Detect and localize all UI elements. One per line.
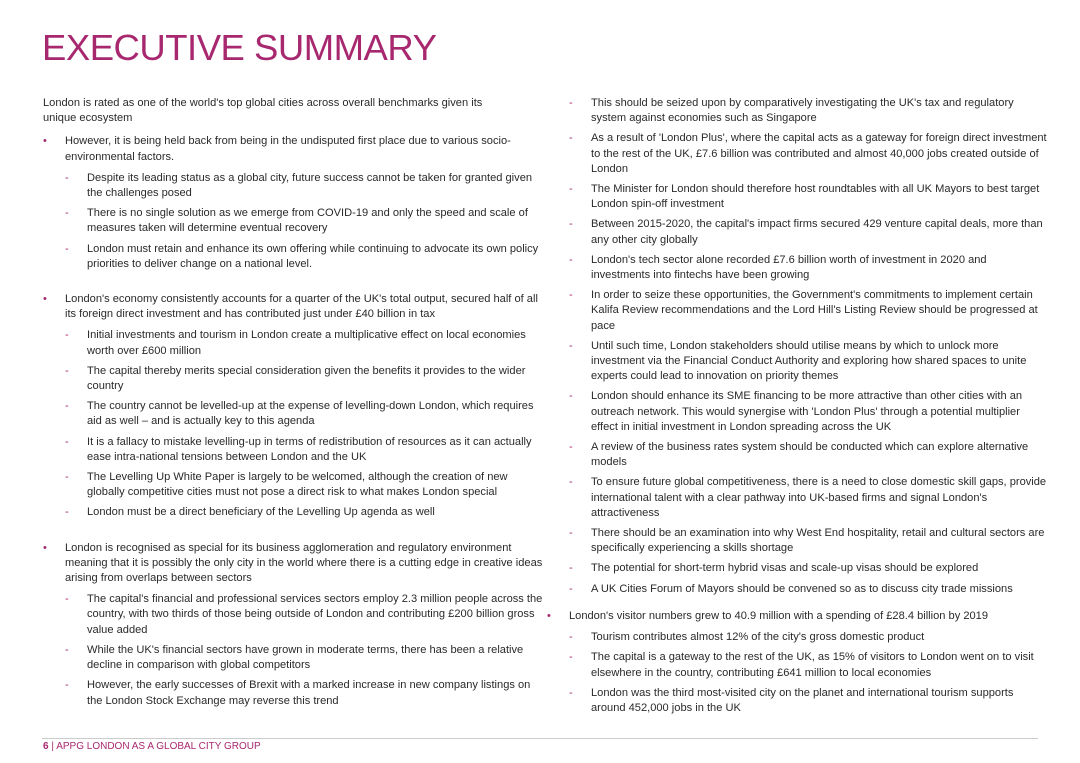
bullet-marker: • [43,293,47,306]
sub-bullet-item [65,505,543,520]
footer-label: APPG LONDON AS A GLOBAL CITY GROUP [56,741,261,752]
sub-bullet-list [65,328,543,520]
bullet-text: London is recognised as special for its business agglomeration and regulatory environment meaning that it is possibly the only city in the world where there is a cutting edge in creative ideas arising from overlaps between sectors [65,541,543,585]
bullet-item [43,134,543,272]
left-column [43,96,543,729]
sub-bullet-item [547,440,1047,470]
sub-bullet-text: However, the early successes of Brexit with a marked increase in new company listings on the London Stock Exchange may reverse this trend [87,679,531,707]
sub-bullet-item [547,582,1047,597]
dash-marker: - [65,329,69,342]
sub-bullet-item [65,242,543,272]
sub-bullet-text: This should be seized upon by comparatively investigating the UK's tax and regulatory system against economies such as Singapore [591,97,1014,125]
sub-bullet-text: A review of the business rates system should be conducted which can explore alternative models [591,441,1029,469]
sub-bullet-text: London was the third most-visited city on the planet and international tourism supports around 452,000 jobs in the UK [591,686,1014,714]
sub-bullet-item [65,643,543,673]
dash-marker: - [569,651,573,664]
dash-marker: - [569,562,573,575]
dash-marker: - [569,97,573,109]
sub-bullet-item [65,364,543,394]
sub-bullet-item [547,339,1047,385]
sub-bullet-item [547,96,1047,126]
sub-bullet-text: London must be a direct beneficiary of the Levelling Up agenda as well [87,506,435,519]
sub-bullet-item [547,182,1047,212]
bullet-text: However, it is being held back from being in the undisputed first place due to various socio-environmental factors. [65,135,511,163]
dash-marker: - [65,364,69,377]
page-number: 6 [43,741,49,752]
sub-bullet-text: The capital is a gateway to the rest of the UK, as 15% of visitors to London went on to visit elsewhere in the country, contributing £641 million to local economies [591,651,1034,679]
sub-bullet-item [547,526,1047,556]
bullet-marker: • [547,609,551,622]
sub-bullet-text: There should be an examination into why West End hospitality, retail and cultural sectors are specifically experiencing a skills shortage [591,527,1045,555]
intro-paragraph: London is rated as one of the world's top global cities across overall benchmarks given its unique ecosystem [43,97,483,125]
sub-bullet-text: The capital thereby merits special consideration given the benefits it provides to the wider country [87,364,526,393]
sub-bullet-item [65,171,543,201]
right-continued-sub-list [547,96,1047,597]
dash-marker: - [569,476,573,489]
dash-marker: - [569,218,573,231]
sub-bullet-item [569,686,1047,716]
dash-marker: - [569,183,573,196]
sub-bullet-text: Tourism contributes almost 12% of the city's gross domestic product [591,631,925,644]
dash-marker: - [65,679,69,692]
sub-bullet-text: The Levelling Up White Paper is largely to be welcomed, although the creation of new globally competitive cities must not pose a direct risk to what makes London special [87,471,508,499]
sub-bullet-item [65,470,543,500]
dash-marker: - [569,289,573,302]
footer-separator: | [51,741,54,752]
right-column [547,96,1047,736]
dash-marker: - [569,527,573,540]
sub-bullet-text: Between 2015-2020, the capital's impact firms secured 429 venture capital deals, more than any other city globally [591,218,1043,246]
dash-marker: - [65,171,69,184]
sub-bullet-item [569,650,1047,680]
dash-marker: - [65,643,69,656]
sub-bullet-list [569,630,1047,716]
left-bullet-list [43,134,543,708]
bullet-marker: • [43,135,47,148]
dash-marker: - [65,435,69,448]
sub-bullet-text: Despite its leading status as a global city, future success cannot be taken for granted given the challenges posed [87,171,533,200]
page-footer [43,741,261,752]
sub-bullet-item [547,475,1047,521]
sub-bullet-item [547,131,1047,177]
sub-bullet-item [65,678,543,708]
sub-bullet-item [547,253,1047,283]
sub-bullet-list [65,171,543,272]
dash-marker: - [569,339,573,352]
sub-bullet-text: As a result of 'London Plus', where the capital acts as a gateway for foreign direct investment to the rest of the UK, £7.6 billion was contributed and almost 40,000 jobs created outside of London [591,132,1047,175]
sub-bullet-text: London must retain and enhance its own offering while continuing to advocate its own policy priorities to deliver change on a national level. [87,242,539,270]
sub-bullet-item [65,399,543,429]
sub-bullet-text: London should enhance its SME financing to be more attractive than other cities with an outreach network. This would synergise with 'London Plus' through a potential multiplier effect in initial investment in London spreading across the UK [591,390,1023,433]
bullet-item [547,609,1047,716]
sub-bullet-item [569,630,1047,645]
sub-bullet-text: Initial investments and tourism in London create a multiplicative effect on local economies worth over £600 million [87,329,526,357]
sub-bullet-text: Until such time, London stakeholders should utilise means by which to unlock more investment via the Financial Conduct Authority and exploring how shared spaces to unite experts could lead to innovation on priority themes [591,339,1027,383]
dash-marker: - [65,400,69,413]
bullet-text: London's economy consistently accounts for a quarter of the UK's total output, secured half of all its foreign direct investment and has contributed just under £40 billion in tax [65,293,538,321]
sub-bullet-text: London's tech sector alone recorded £7.6 billion worth of investment in 2020 and investments into fintechs have been growing [591,253,987,282]
sub-bullet-text: The Minister for London should therefore host roundtables with all UK Mayors to best target London spin-off investment [591,183,1040,211]
sub-bullet-item [65,592,543,638]
sub-bullet-item [65,206,543,236]
footer-divider [42,738,1038,739]
dash-marker: - [569,686,573,699]
sub-bullet-text: To ensure future global competitiveness, there is a need to close domestic skill gaps, provide international talent with a clear pathway into UK-based firms and signal London's attractiveness [591,476,1047,519]
sub-bullet-text: The capital's financial and professional services sectors employ 2.3 million people across the country, with two thirds of those being outside of London and contributing £200 billion gross value added [87,593,543,636]
dash-marker: - [569,253,573,266]
sub-bullet-text: A UK Cities Forum of Mayors should be convened so as to discuss city trade missions [591,582,1013,595]
dash-marker: - [569,441,573,454]
dash-marker: - [65,471,69,484]
sub-bullet-item [65,435,543,465]
bullet-item [43,292,543,521]
dash-marker: - [65,593,69,606]
dash-marker: - [65,207,69,220]
sub-bullet-item [547,217,1047,247]
dash-marker: - [65,506,69,519]
sub-bullet-text: In order to seize these opportunities, the Government's commitments to implement certain Kalifa Review recommendations and the Lord Hill's Listing Review should be progressed at pace [591,289,1038,332]
sub-bullet-item [65,328,543,358]
sub-bullet-text: It is a fallacy to mistake levelling-up in terms of redistribution of resources as it can actually ease intra-national tensions between London and the UK [87,435,532,463]
dash-marker: - [569,582,573,595]
sub-bullet-text: The potential for short-term hybrid visas and scale-up visas should be explored [591,562,979,575]
right-bullet-list [547,609,1047,716]
bullet-text: London's visitor numbers grew to 40.9 million with a spending of £28.4 billion by 2019 [569,609,989,622]
bullet-item [43,541,543,709]
dash-marker: - [569,390,573,403]
sub-bullet-list [65,592,543,708]
sub-bullet-item [547,389,1047,435]
dash-marker: - [569,132,573,145]
dash-marker: - [65,242,69,255]
sub-bullet-item [547,288,1047,334]
sub-bullet-text: While the UK's financial sectors have grown in moderate terms, there has been a relative decline in comparison with global competitors [87,643,524,672]
page-title: EXECUTIVE SUMMARY [42,27,437,68]
sub-bullet-text: The country cannot be levelled-up at the expense of levelling-down London, which requires aid as well – and is actually key to this agenda [87,400,534,428]
sub-bullet-item [547,561,1047,576]
dash-marker: - [569,631,573,644]
sub-bullet-text: There is no single solution as we emerge from COVID-19 and only the speed and scale of measures taken will determine eventual recovery [87,207,528,235]
bullet-marker: • [43,541,47,554]
